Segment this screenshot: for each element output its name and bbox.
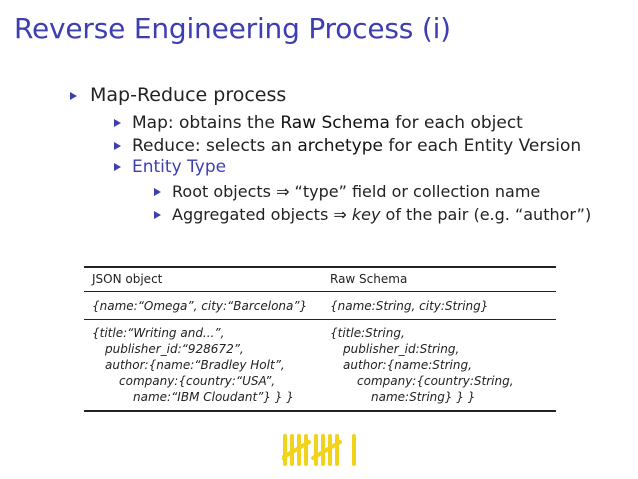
bullet-keyword: archetype xyxy=(297,136,383,156)
bullet-triangle-icon xyxy=(154,188,161,196)
bullet-text: Reduce: selects an xyxy=(132,136,298,156)
implies-arrow-icon: ⇒ xyxy=(276,182,290,201)
schema-line: author:{name:String, xyxy=(343,358,472,372)
bullet-text: Aggregated objects xyxy=(172,205,334,224)
table-cell-json xyxy=(92,325,294,405)
table-top-rule xyxy=(84,266,556,268)
bullet-text: for each Entity Version xyxy=(382,136,582,156)
bullet-keyword: Raw Schema xyxy=(280,113,390,133)
bullet-map xyxy=(132,113,523,133)
bullet-aggregated-objects xyxy=(172,205,591,224)
bullet-triangle-icon xyxy=(70,92,77,100)
bullet-text: Root objects xyxy=(172,182,277,201)
json-line: {title:“Writing and...”, xyxy=(92,326,225,340)
bullet-reduce xyxy=(132,136,581,156)
table-header-rule xyxy=(84,291,556,292)
json-line: publisher_id:“928672”, xyxy=(105,342,244,356)
bullet-text: Map: obtains the xyxy=(132,113,281,133)
table-header-schema: Raw Schema xyxy=(330,272,408,286)
bullet-text: “type” field or collection name xyxy=(289,182,541,201)
table-cell-json: {name:“Omega”, city:“Barcelona”} xyxy=(92,299,308,313)
bullet-text: Map-Reduce process xyxy=(90,84,287,106)
bullet-map-reduce xyxy=(90,84,286,106)
tally-marks-icon xyxy=(282,430,362,470)
bullet-triangle-icon xyxy=(114,119,121,127)
schema-line: publisher_id:String, xyxy=(343,342,460,356)
table-cell-schema: {name:String, city:String} xyxy=(330,299,489,313)
table-bottom-rule xyxy=(84,410,556,412)
bullet-entity-type xyxy=(132,157,226,177)
schema-line: name:String} } } xyxy=(371,390,476,404)
json-line: author:{name:“Bradley Holt”, xyxy=(105,358,285,372)
bullet-text: Entity Type xyxy=(132,157,227,177)
json-line: name:“IBM Cloudant”} } } xyxy=(133,390,294,404)
bullet-text: for each object xyxy=(389,113,523,133)
table-cell-schema xyxy=(330,325,514,405)
slide-title: Reverse Engineering Process (i) xyxy=(14,12,451,45)
bullet-emphasis: key xyxy=(351,205,381,224)
schema-line: {title:String, xyxy=(330,326,405,340)
bullet-text: of the pair (e.g. “author”) xyxy=(380,205,592,224)
bullet-root-objects xyxy=(172,182,540,201)
json-line: company:{country:“USA”, xyxy=(119,374,276,388)
table-row-rule xyxy=(84,319,556,320)
implies-arrow-icon: ⇒ xyxy=(333,205,347,224)
bullet-triangle-icon xyxy=(114,163,121,171)
table-header-json: JSON object xyxy=(92,272,163,286)
bullet-triangle-icon xyxy=(154,211,161,219)
bullet-triangle-icon xyxy=(114,142,121,150)
schema-line: company:{country:String, xyxy=(357,374,514,388)
